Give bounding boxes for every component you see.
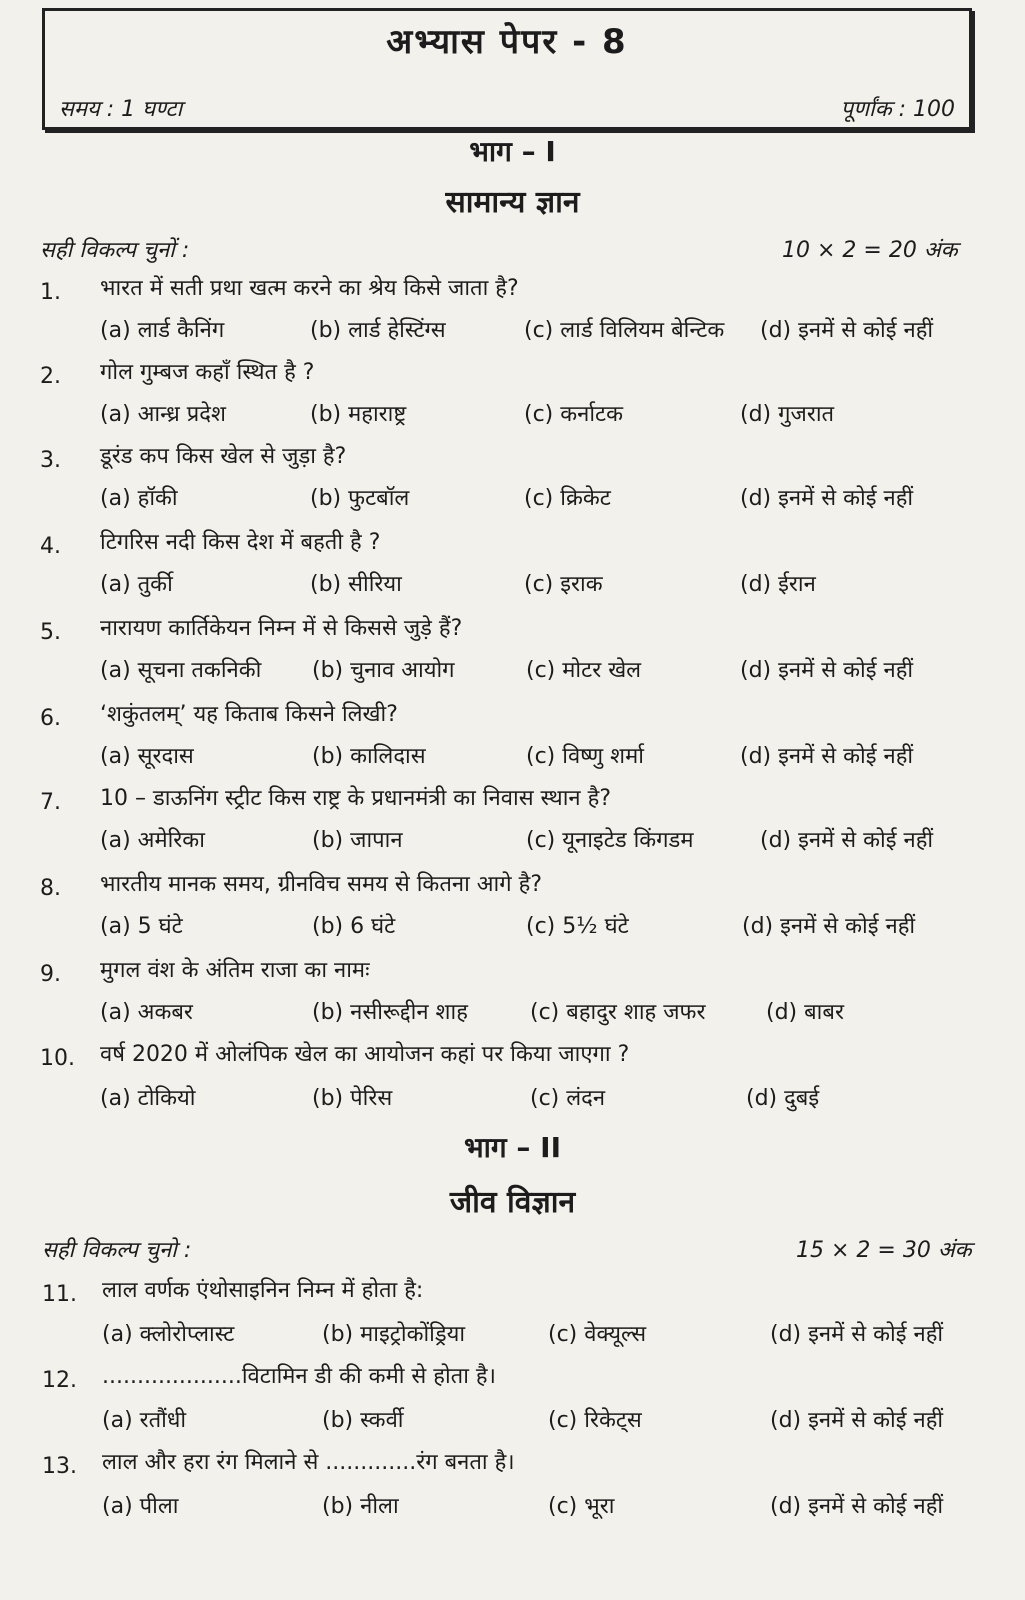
option-a: (a) आन्ध्र प्रदेश: [100, 402, 226, 427]
question-text: भारत में सती प्रथा खत्म करने का श्रेय किसे जाता है?: [100, 276, 519, 301]
part-2-subject: जीव विज्ञान: [449, 1185, 576, 1220]
option-a: (a) सूरदास: [100, 744, 194, 769]
option-a: (a) पीला: [102, 1494, 179, 1519]
question-text: 10 – डाऊनिंग स्ट्रीट किस राष्ट्र के प्रधानमंत्री का निवास स्थान है?: [100, 786, 611, 811]
option-b: (b) फुटबॉल: [310, 486, 410, 511]
option-d: (d) इनमें से कोई नहीं: [770, 1408, 944, 1433]
question-number: 2.: [40, 364, 61, 389]
question-number: 5.: [40, 620, 61, 645]
question-text: नारायण कार्तिकेयन निम्न में से किससे जुड़े हैं?: [100, 616, 463, 641]
option-a: (a) सूचना तकनिकी: [100, 658, 262, 683]
option-c: (c) इराक: [524, 572, 603, 597]
option-d: (d) इनमें से कोई नहीं: [742, 914, 916, 939]
option-b: (b) 6 घंटे: [312, 914, 396, 939]
paper-title: अभ्यास पेपर - 8: [386, 22, 628, 62]
option-a: (a) रतौंधी: [102, 1408, 187, 1433]
option-d: (d) गुजरात: [740, 402, 835, 427]
question-number: 3.: [40, 448, 61, 473]
option-b: (b) पेरिस: [312, 1086, 393, 1111]
option-b: (b) स्कर्वी: [322, 1408, 404, 1433]
time-label: समय : 1 घण्टा: [59, 97, 183, 122]
option-c: (c) यूनाइटेड किंगडम: [526, 828, 694, 853]
option-b: (b) महाराष्ट्र: [310, 402, 407, 427]
option-a: (a) लार्ड कैनिंग: [100, 318, 225, 343]
option-d: (d) इनमें से कोई नहीं: [740, 486, 914, 511]
option-a: (a) 5 घंटे: [100, 914, 183, 939]
part-1-subject: सामान्य ज्ञान: [445, 185, 580, 220]
option-d: (d) बाबर: [766, 1000, 844, 1025]
option-c: (c) वेक्यूल्स: [548, 1322, 647, 1347]
part-1-marks: 10 × 2 = 20 अंक: [782, 238, 958, 263]
question-text: ....................विटामिन डी की कमी से होता है।: [102, 1364, 496, 1389]
option-b: (b) नसीरूद्दीन शाह: [312, 1000, 468, 1025]
question-text: मुगल वंश के अंतिम राजा का नामः: [100, 958, 370, 983]
question-number: 1.: [40, 280, 61, 305]
option-a: (a) टोकियो: [100, 1086, 196, 1111]
question-text: लाल वर्णक एंथोसाइनिन निम्न में होता है:: [102, 1278, 424, 1303]
option-c: (c) भूरा: [548, 1494, 615, 1519]
part-1-instruction: सही विकल्प चुनों :: [40, 238, 190, 263]
option-c: (c) विष्णु शर्मा: [526, 744, 644, 769]
question-text: भारतीय मानक समय, ग्रीनविच समय से कितना आगे है?: [100, 872, 542, 897]
option-a: (a) अमेरिका: [100, 828, 205, 853]
option-a: (a) हॉकी: [100, 486, 178, 511]
option-a: (a) अकबर: [100, 1000, 193, 1025]
option-c: (c) क्रिकेट: [524, 486, 611, 511]
question-number: 6.: [40, 706, 61, 731]
option-c: (c) लार्ड विलियम बेन्टिक: [524, 318, 725, 343]
total-marks-label: पूर्णांक : 100: [840, 97, 955, 122]
option-d: (d) इनमें से कोई नहीं: [770, 1322, 944, 1347]
option-d: (d) दुबई: [746, 1086, 820, 1111]
option-b: (b) चुनाव आयोग: [312, 658, 455, 683]
part-1-title: भाग – I: [469, 135, 556, 168]
option-c: (c) कर्नाटक: [524, 402, 624, 427]
option-d: (d) इनमें से कोई नहीं: [760, 318, 934, 343]
option-c: (c) 5½ घंटे: [526, 914, 629, 939]
question-text: टिगरिस नदी किस देश में बहती है ?: [100, 530, 381, 555]
question-number: 11.: [42, 1282, 77, 1307]
question-number: 13.: [42, 1454, 77, 1479]
option-d: (d) इनमें से कोई नहीं: [740, 744, 914, 769]
option-b: (b) माइट्रोकोंड्रिया: [322, 1322, 466, 1347]
question-number: 12.: [42, 1368, 77, 1393]
option-c: (c) लंदन: [530, 1086, 606, 1111]
part-2-marks: 15 × 2 = 30 अंक: [796, 1238, 972, 1263]
question-text: ‘शकुंतलम्’ यह किताब किसने लिखी?: [100, 702, 398, 727]
option-b: (b) लार्ड हेस्टिंग्स: [310, 318, 446, 343]
option-d: (d) इनमें से कोई नहीं: [770, 1494, 944, 1519]
question-number: 8.: [40, 876, 61, 901]
option-d: (d) ईरान: [740, 572, 816, 597]
question-number: 10.: [40, 1046, 75, 1071]
option-d: (d) इनमें से कोई नहीं: [760, 828, 934, 853]
part-2-instruction: सही विकल्प चुनो :: [42, 1238, 192, 1263]
option-b: (b) कालिदास: [312, 744, 426, 769]
option-c: (c) मोटर खेल: [526, 658, 642, 683]
part-2-title: भाग – II: [463, 1131, 562, 1164]
header-box: [42, 8, 972, 130]
option-b: (b) सीरिया: [310, 572, 402, 597]
question-text: गोल गुम्बज कहाँ स्थित है ?: [100, 360, 315, 385]
option-b: (b) जापान: [312, 828, 403, 853]
option-b: (b) नीला: [322, 1494, 399, 1519]
question-text: डूरंड कप किस खेल से जुड़ा है?: [100, 444, 347, 469]
question-number: 9.: [40, 962, 61, 987]
option-a: (a) क्लोरोप्लास्ट: [102, 1322, 235, 1347]
question-number: 4.: [40, 534, 61, 559]
question-text: वर्ष 2020 में ओलंपिक खेल का आयोजन कहां पर किया जाएगा ?: [100, 1042, 630, 1067]
option-c: (c) रिकेट्स: [548, 1408, 642, 1433]
question-number: 7.: [40, 790, 61, 815]
question-text: लाल और हरा रंग मिलाने से .............रंग बनता है।: [102, 1450, 515, 1475]
option-d: (d) इनमें से कोई नहीं: [740, 658, 914, 683]
option-c: (c) बहादुर शाह जफर: [530, 1000, 706, 1025]
option-a: (a) तुर्की: [100, 572, 173, 597]
